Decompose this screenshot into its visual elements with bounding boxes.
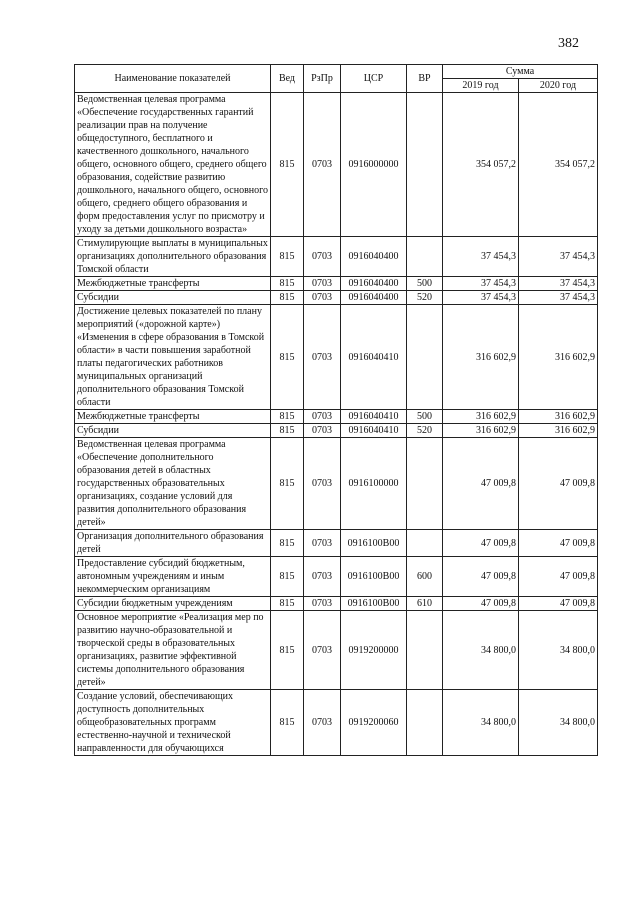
row-vr [407,305,443,410]
table-row [75,597,598,611]
row-ved: 815 [271,597,304,611]
header-2020: 2020 год [519,79,598,93]
row-vr [407,611,443,690]
row-name: Межбюджетные трансферты [75,410,271,424]
row-ved: 815 [271,291,304,305]
row-rzpr: 0703 [304,410,341,424]
row-ved: 815 [271,424,304,438]
row-name: Субсидии [75,291,271,305]
row-ved: 815 [271,277,304,291]
table-row [75,277,598,291]
row-vr: 520 [407,291,443,305]
header-rzpr: РзПр [304,65,341,93]
row-ved: 815 [271,690,304,756]
row-sum-2019: 37 454,3 [443,237,519,277]
row-sum-2020: 34 800,0 [519,611,598,690]
row-csr: 0916040410 [341,410,407,424]
row-sum-2019: 316 602,9 [443,410,519,424]
row-sum-2019: 37 454,3 [443,291,519,305]
row-rzpr: 0703 [304,438,341,530]
row-sum-2019: 47 009,8 [443,530,519,557]
row-rzpr: 0703 [304,530,341,557]
row-name: Стимулирующие выплаты в муниципальных организациях дополнительного образования Томской области [75,237,271,277]
row-sum-2019: 47 009,8 [443,597,519,611]
row-sum-2020: 37 454,3 [519,237,598,277]
row-csr: 0916040400 [341,291,407,305]
header-ved: Вед [271,65,304,93]
row-sum-2019: 34 800,0 [443,611,519,690]
row-vr [407,690,443,756]
row-sum-2020: 47 009,8 [519,530,598,557]
row-name: Ведомственная целевая программа «Обеспечение государственных гарантий реализации прав на получение общедоступного, бесплатного и качественного дошкольного, начального общего, основного общего, среднего общего образования, содействие развитию дошкольного, начального общего, основного общего, среднего общего образования и форм предоставления услуг по присмотру и уходу за детьми дошкольного возраста» [75,93,271,237]
row-csr: 0916000000 [341,93,407,237]
row-sum-2019: 354 057,2 [443,93,519,237]
row-csr: 0916100000 [341,438,407,530]
row-csr: 0916040400 [341,237,407,277]
row-vr [407,93,443,237]
row-ved: 815 [271,93,304,237]
row-sum-2020: 316 602,9 [519,410,598,424]
row-ved: 815 [271,410,304,424]
row-name: Субсидии бюджетным учреждениям [75,597,271,611]
table-row [75,305,598,410]
table-row [75,690,598,756]
header-csr: ЦСР [341,65,407,93]
row-sum-2019: 316 602,9 [443,305,519,410]
row-rzpr: 0703 [304,690,341,756]
row-csr: 0916100В00 [341,557,407,597]
row-ved: 815 [271,611,304,690]
row-name: Основное мероприятие «Реализация мер по развитию научно-образовательной и творческой среды в образовательных организациях, развитие эффективной системы дополнительного образования детей» [75,611,271,690]
row-name: Создание условий, обеспечивающих доступность дополнительных общеобразовательных программ естественно-научной и технической направленности для обучающихся [75,690,271,756]
row-name: Ведомственная целевая программа «Обеспечение дополнительного образования детей в областных государственных образовательных организациях, создание условий для развития дополнительного образования детей» [75,438,271,530]
row-rzpr: 0703 [304,237,341,277]
row-sum-2020: 47 009,8 [519,597,598,611]
row-sum-2019: 34 800,0 [443,690,519,756]
row-csr: 0919200060 [341,690,407,756]
header-name: Наименование показателей [75,65,271,93]
row-csr: 0916100В00 [341,597,407,611]
row-rzpr: 0703 [304,424,341,438]
row-sum-2020: 316 602,9 [519,305,598,410]
row-csr: 0919200000 [341,611,407,690]
header-sum: Сумма [443,65,598,79]
table-row [75,530,598,557]
row-vr: 600 [407,557,443,597]
row-ved: 815 [271,237,304,277]
table-row [75,438,598,530]
header-2019: 2019 год [443,79,519,93]
row-sum-2020: 354 057,2 [519,93,598,237]
row-csr: 0916040400 [341,277,407,291]
row-vr [407,438,443,530]
row-csr: 0916040410 [341,305,407,410]
row-ved: 815 [271,530,304,557]
budget-table [74,64,598,756]
header-vr: ВР [407,65,443,93]
table-row [75,410,598,424]
row-rzpr: 0703 [304,277,341,291]
table-body [75,93,598,756]
row-sum-2019: 47 009,8 [443,438,519,530]
row-csr: 0916100В00 [341,530,407,557]
row-sum-2020: 47 009,8 [519,438,598,530]
row-vr [407,530,443,557]
table-row [75,611,598,690]
row-name: Достижение целевых показателей по плану мероприятий («дорожной карте») «Изменения в сфере образования в Томской области» в части повышения заработной платы педагогических работников муниципальных организаций дополнительного образования Томской области [75,305,271,410]
row-ved: 815 [271,305,304,410]
row-rzpr: 0703 [304,597,341,611]
row-vr: 520 [407,424,443,438]
row-sum-2019: 37 454,3 [443,277,519,291]
row-sum-2019: 316 602,9 [443,424,519,438]
row-sum-2019: 47 009,8 [443,557,519,597]
row-sum-2020: 37 454,3 [519,277,598,291]
row-rzpr: 0703 [304,611,341,690]
row-sum-2020: 34 800,0 [519,690,598,756]
row-name: Организация дополнительного образования детей [75,530,271,557]
row-name: Предоставление субсидий бюджетным, автономным учреждениям и иным некоммерческим организациям [75,557,271,597]
row-rzpr: 0703 [304,93,341,237]
row-ved: 815 [271,438,304,530]
row-name: Межбюджетные трансферты [75,277,271,291]
table-row [75,557,598,597]
row-ved: 815 [271,557,304,597]
row-name: Субсидии [75,424,271,438]
row-sum-2020: 47 009,8 [519,557,598,597]
table-row [75,424,598,438]
row-sum-2020: 37 454,3 [519,291,598,305]
row-sum-2020: 316 602,9 [519,424,598,438]
row-rzpr: 0703 [304,557,341,597]
table-row [75,237,598,277]
row-vr: 610 [407,597,443,611]
table-row [75,93,598,237]
row-vr: 500 [407,410,443,424]
row-vr: 500 [407,277,443,291]
page-number: 382 [558,36,579,51]
row-rzpr: 0703 [304,291,341,305]
table-row [75,291,598,305]
row-rzpr: 0703 [304,305,341,410]
row-vr [407,237,443,277]
row-csr: 0916040410 [341,424,407,438]
